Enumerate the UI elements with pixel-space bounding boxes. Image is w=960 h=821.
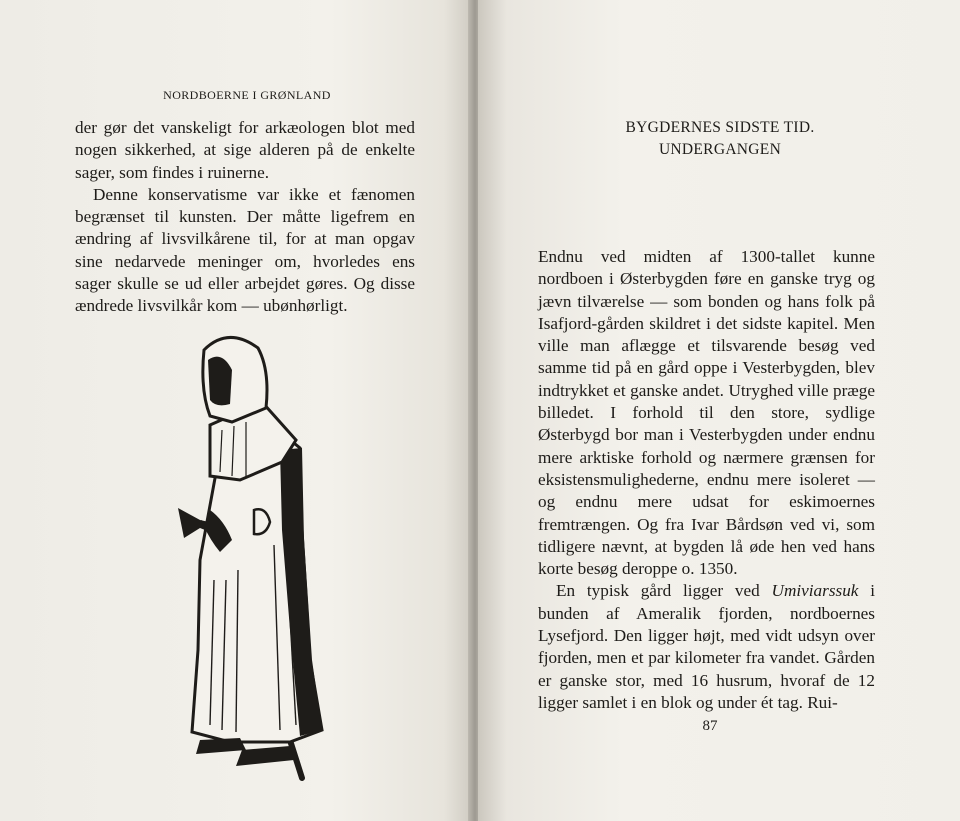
chapter-title-line-1: BYGDERNES SIDSTE TID. <box>625 119 815 136</box>
page-number: 87 <box>702 718 718 734</box>
left-paragraph-2: Denne konservatisme var ikke et fænomen begrænset til kunsten. Der måtte ligefrem en ændring af livsvilkårene til, for at man opgav sine nedarvede meninger om, hvorledes ens sager skulle se ud eller arbejdet gøres. Og disse ændrede livsvilkår kom — ubønhørligt. <box>75 184 415 316</box>
running-head: NORDBOERNE I GRØNLAND <box>163 88 331 102</box>
left-page-text <box>75 117 415 318</box>
place-name-italic: Umiviarssuk <box>771 581 859 601</box>
left-paragraph-1: der gør det vanskeligt for arkæologen blot med nogen sikkerhed, at sige alderen på de enkelte sager, som findes i ruinerne. <box>75 118 415 182</box>
chapter-title-line-2: UNDERGANGEN <box>658 141 782 158</box>
paragraph-2-end: i bunden af Ameralik fjorden, nordboernes Lysefjord. Den ligger højt, med vidt udsyn over fjorden, men et par kilometer fra vandet. Gården er ganske stor, med 16 husrum, hvoraf de 12 ligger samlet i en blok og under ét tag. Rui- <box>538 581 875 712</box>
hooded-figure-illustration <box>170 330 330 790</box>
left-page <box>0 0 472 821</box>
chapter-title <box>560 117 880 161</box>
right-page-text <box>538 246 875 714</box>
paragraph-2-start: En typisk gård ligger ved <box>556 581 772 601</box>
right-paragraph-1: Endnu ved midten af 1300-tallet kunne nordboen i Østerbygden føre en ganske tryg og jævn tilværelse — som bonden og hans folk på Isafjord-gården skildret i det sidste kapitel. Men ville man aflægge et tilsvarende besøg ved samme tid på en gård oppe i Vesterbygden, blev indtrykket et ganske andet. Utryghed ville præge billedet. I forhold til den store, sydlige Østerbygd bor man i Vesterbygden under endnu mere arktiske forhold og nærmere grænsen for eksistensmulighederne, endnu mere isoleret — og endnu mere udsat for eskimoernes fremtrængen. Og fra Ivar Bårdsøn ved vi, som tidligere nævnt, at bygden lå øde hen ved hans korte besøg deroppe o. 1350. <box>538 247 875 579</box>
right-paragraph-2 <box>538 580 875 714</box>
